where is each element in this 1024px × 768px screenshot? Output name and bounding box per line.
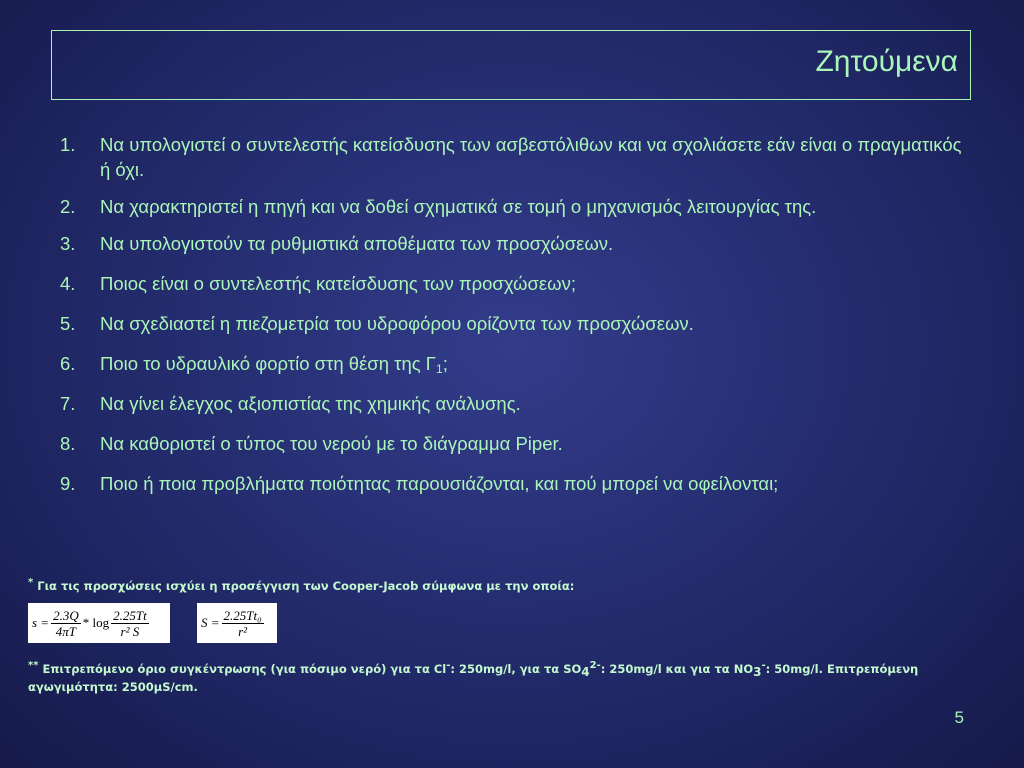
list-item (58, 271, 968, 296)
fraction-numerator: 2.25Tt (113, 607, 147, 623)
footnote-limits (28, 660, 968, 696)
slide-title: Ζητούμενα (815, 45, 958, 78)
item-number: 1. (60, 134, 76, 155)
list-item (58, 351, 968, 376)
fraction-denominator: r² S (120, 623, 140, 639)
formula-log: * log (82, 615, 110, 630)
item-text: Να υπολογιστούν τα ρυθμιστικά αποθέματα των προσχώσεων. (100, 233, 614, 254)
item-text: Να χαρακτηριστεί η πηγή και να δοθεί σχηματικά σε τομή ο μηχανισμός λειτουργίας της. (100, 196, 817, 217)
requirements-list (58, 132, 968, 511)
formula-storativity (197, 603, 277, 643)
item-number: 7. (60, 393, 76, 414)
footnote-mark: ** (28, 660, 39, 671)
list-item (58, 231, 968, 256)
list-item (58, 194, 968, 219)
nitrate-subscript: 3 (753, 665, 762, 679)
footnote-mark: * (28, 577, 34, 588)
item-number: 8. (60, 433, 76, 454)
chloride-charge: - (446, 660, 451, 671)
formula-lhs: s = (32, 615, 50, 630)
list-item (58, 132, 968, 182)
footnote-cooper-jacob (28, 579, 574, 593)
title-frame (51, 30, 971, 100)
item-text: Να καθοριστεί ο τύπος του νερού με το διάγραμμα Piper. (100, 433, 563, 454)
item-text: Ποιο το υδραυλικό φορτίο στη θέση της Γ (100, 353, 436, 374)
item-number: 5. (60, 313, 76, 334)
sulfate-charge: 2- (589, 660, 601, 671)
sulfate-subscript: 4 (581, 665, 590, 679)
footnote-text: Για τις προσχώσεις ισχύει η προσέγγιση των Cooper-Jacob σύμφωνα με την οποία: (33, 579, 575, 593)
item-number: 3. (60, 233, 76, 254)
fraction-3 (222, 608, 264, 639)
fraction-denominator: r² (238, 623, 248, 639)
page-number: 5 (954, 708, 964, 727)
list-item (58, 471, 968, 496)
item-number: 4. (60, 273, 76, 294)
item-text: Να υπολογιστεί ο συντελεστής κατείσδυσης των ασβεστόλιθων και να σχολιάσετε εάν είναι ο πραγματικός ή όχι. (100, 134, 962, 180)
item-number: 6. (60, 353, 76, 374)
fraction-2 (111, 608, 149, 639)
item-number: 2. (60, 196, 76, 217)
item-subscript: 1 (436, 362, 443, 376)
item-text: Ποιο ή ποια προβλήματα ποιότητας παρουσιάζονται, και πού μπορεί να οφείλονται; (100, 473, 779, 494)
fraction-1 (51, 608, 81, 639)
list-item (58, 311, 968, 336)
nitrate-charge: - (761, 660, 766, 671)
formula-lhs: S = (201, 615, 220, 630)
item-number: 9. (60, 473, 76, 494)
fraction-numerator: 2.25Tt₀ (223, 607, 262, 623)
formula-drawdown (28, 603, 170, 643)
item-text: Ποιος είναι ο συντελεστής κατείσδυσης των προσχώσεων; (100, 273, 577, 294)
item-text: Να γίνει έλεγχος αξιοπιστίας της χημικής ανάλυσης. (100, 393, 521, 414)
footnote-text-3: : 250mg/l και για τα NO (600, 662, 754, 676)
list-item (58, 391, 968, 416)
footnote-text-4: : 50mg/l. Επιτρεπόμενη αγωγιμότητα: 2500μS/cm. (28, 662, 919, 694)
fraction-denominator: 4πT (55, 623, 77, 639)
footnote-text-2: : 250mg/l, για τα SO (450, 662, 582, 676)
item-text: Να σχεδιαστεί η πιεζομετρία του υδροφόρου ορίζοντα των προσχώσεων. (100, 313, 694, 334)
fraction-numerator: 2.3Q (53, 607, 79, 623)
item-text-end: ; (442, 353, 448, 374)
footnote-text-1: Επιτρεπόμενο όριο συγκέντρωσης (για πόσιμο νερό) για τα Cl (38, 662, 447, 676)
list-item (58, 431, 968, 456)
